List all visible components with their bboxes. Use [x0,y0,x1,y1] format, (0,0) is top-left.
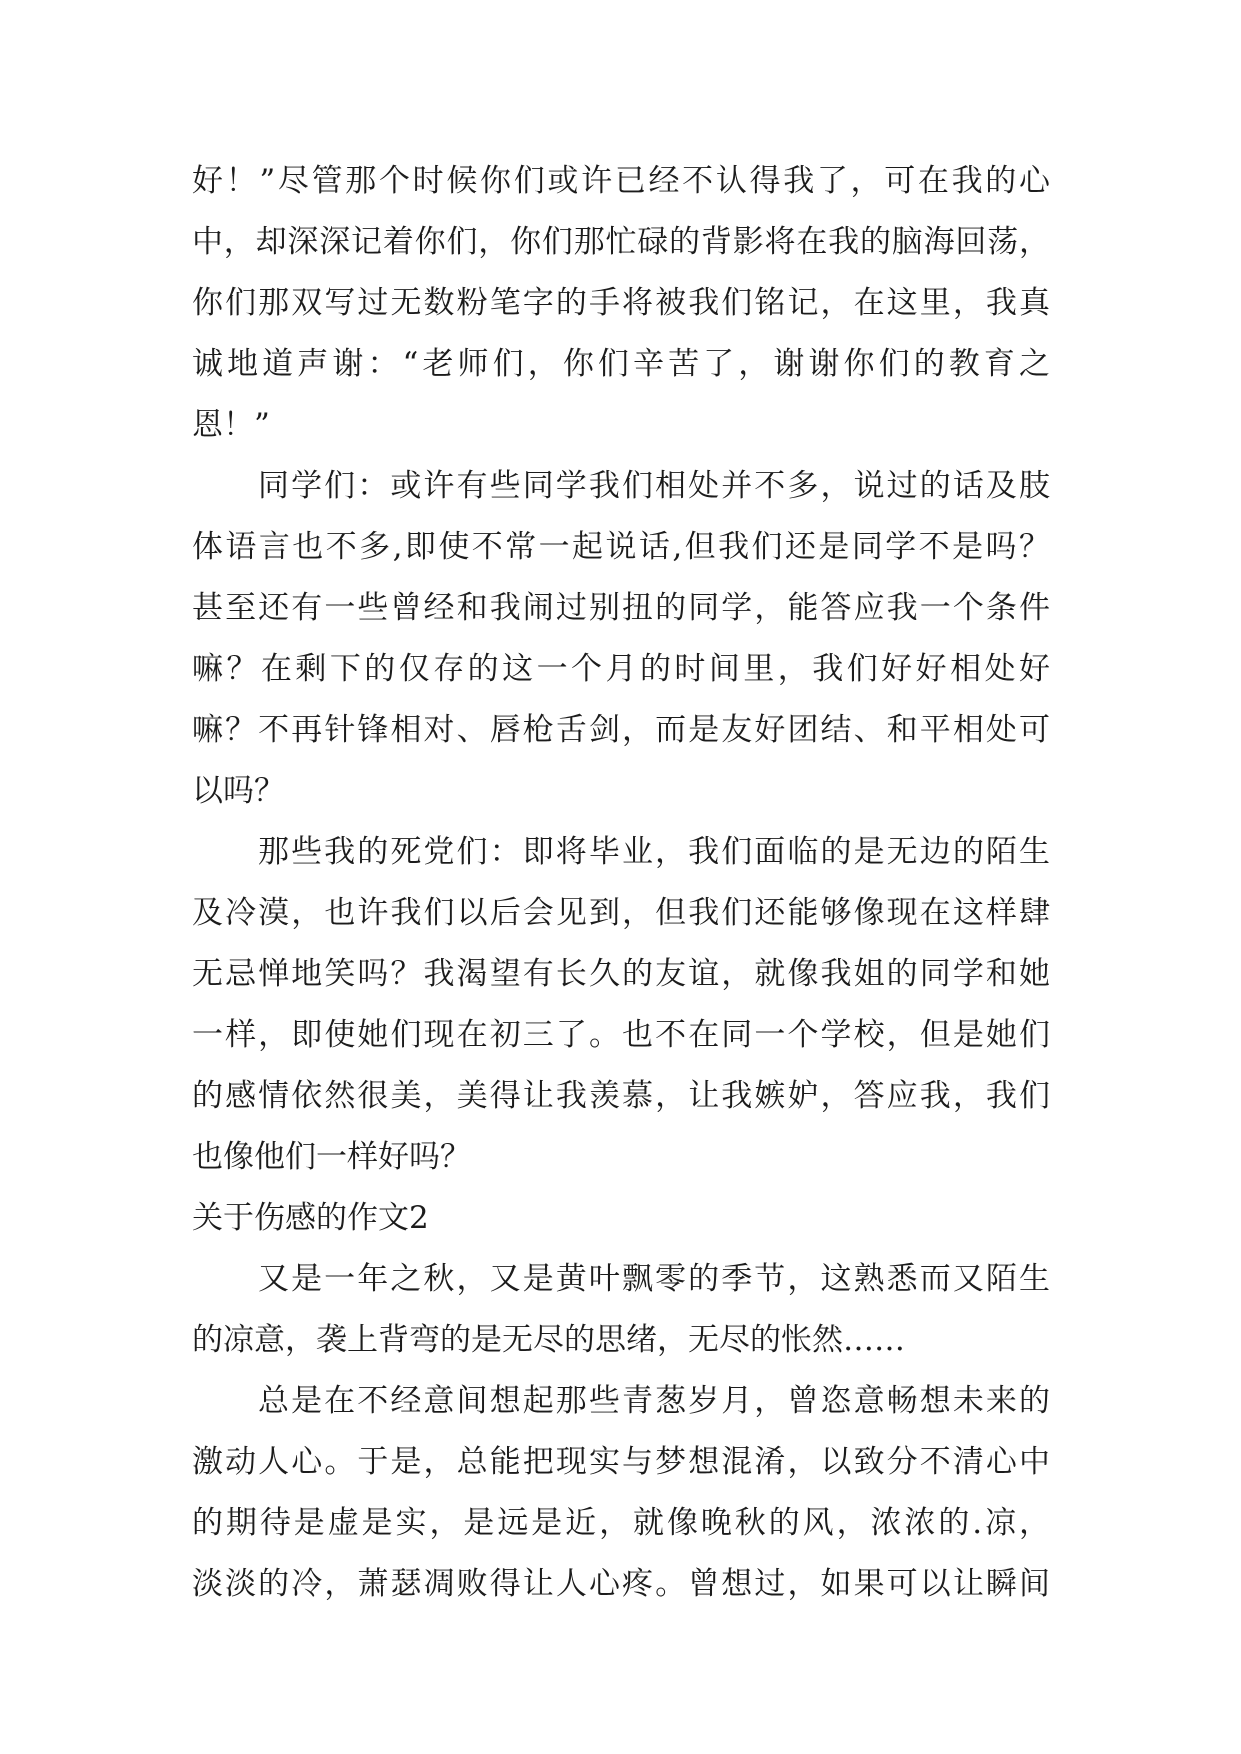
text-line: 体语言也不多,即使不常一起说话,但我们还是同学不是吗？ [192,529,1050,565]
text-line: 那些我的死党们：即将毕业，我们面临的是无边的陌生 [258,834,1050,870]
section-heading [192,1188,1050,1249]
text-line: 甚至还有一些曾经和我闹过别扭的同学，能答应我一个条件 [192,590,1050,626]
text-line: 淡淡的冷，萧瑟凋败得让人心疼。曾想过，如果可以让瞬间 [192,1566,1050,1602]
paragraph [192,151,1050,456]
text-line: 总是在不经意间想起那些青葱岁月，曾恣意畅想未来的 [258,1383,1050,1419]
text-line: 同学们：或许有些同学我们相处并不多，说过的话及肢 [258,468,1050,504]
text-line: 无忌惮地笑吗？我渴望有长久的友谊，就像我姐的同学和她 [192,956,1050,992]
text-line: 嘛？在剩下的仅存的这一个月的时间里，我们好好相处好 [192,651,1050,687]
heading-text: 关于伤感的作文2 [192,1200,429,1236]
text-line: 激动人心。于是，总能把现实与梦想混淆，以致分不清心中 [192,1444,1050,1480]
text-line: 一样，即使她们现在初三了。也不在同一个学校，但是她们 [192,1017,1050,1053]
text-line: 嘛？不再针锋相对、唇枪舌剑，而是友好团结、和平相处可 [192,712,1050,748]
text-line: 又是一年之秋，又是黄叶飘零的季节，这熟悉而又陌生 [258,1261,1050,1297]
text-line: 的期待是虚是实，是远是近，就像晚秋的风，浓浓的.凉， [192,1505,1050,1541]
text-line: 你们那双写过无数粉笔字的手将被我们铭记，在这里，我真 [192,285,1050,321]
text-line: 恩！” [192,407,270,443]
text-line: 好！”尽管那个时候你们或许已经不认得我了，可在我的心 [192,163,1050,199]
text-line: 诚地道声谢：“老师们，你们辛苦了，谢谢你们的教育之 [192,346,1050,382]
text-line: 以吗？ [192,773,285,809]
text-line: 及冷漠，也许我们以后会见到，但我们还能够像现在这样肆 [192,895,1050,931]
paragraph [192,456,1050,822]
paragraph [192,822,1050,1188]
text-line: 也像他们一样好吗？ [192,1139,471,1175]
document-body [192,151,1050,1615]
paragraph [192,1371,1050,1615]
text-line: 中，却深深记着你们，你们那忙碌的背影将在我的脑海回荡， [192,224,1050,260]
text-line: 的感情依然很美，美得让我羡慕，让我嫉妒，答应我，我们 [192,1078,1050,1114]
text-line: 的凉意，袭上背弯的是无尽的思绪，无尽的怅然…… [192,1322,905,1358]
paragraph [192,1249,1050,1371]
